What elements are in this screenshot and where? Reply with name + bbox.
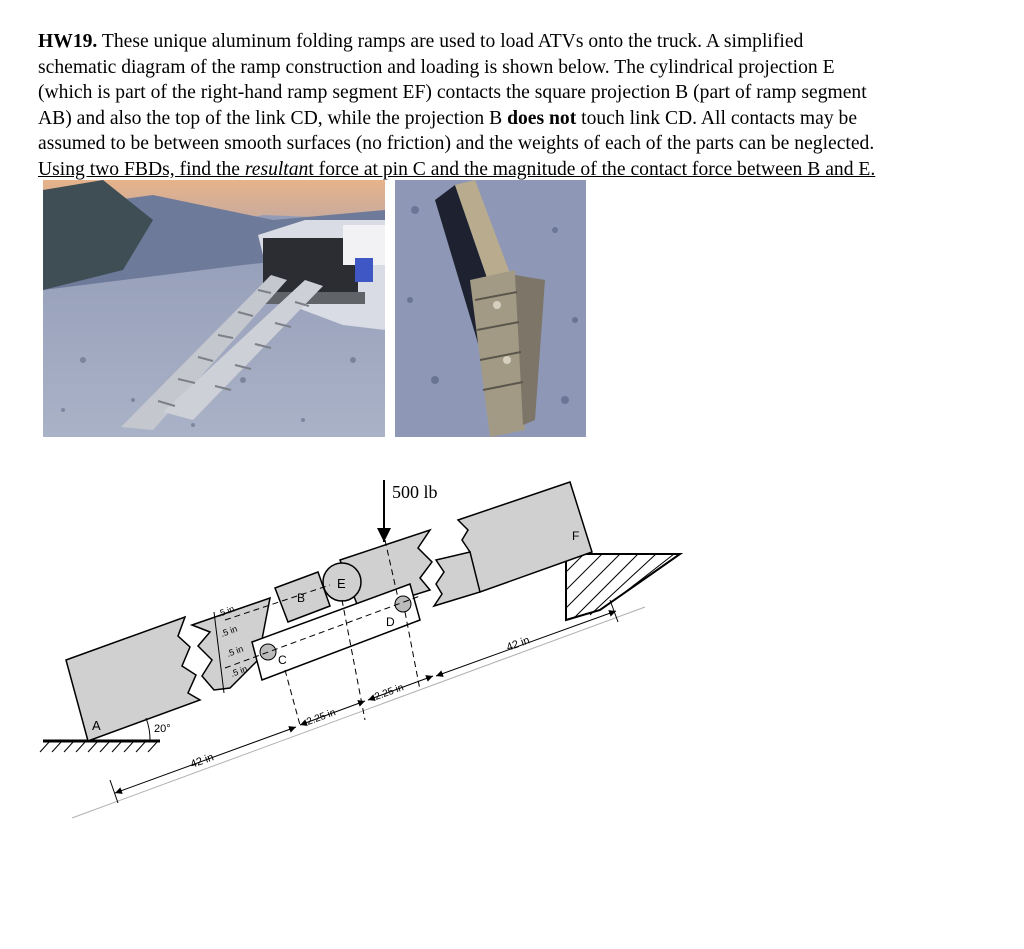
offset-label-2: .5 in [219,623,239,639]
problem-line-3: (which is part of the right-hand ramp segment EF) contacts the square projection B (part of ramp segment [38,82,867,104]
problem-text-6a: Using two FBDs, find the [38,158,240,180]
angle-label: 20° [154,723,171,735]
problem-line-4 [38,106,998,132]
dim-mid2-label: 2.25 in [373,682,406,703]
problem-line-5: assumed to be between smooth surfaces (no friction) and the weights of each of the parts can be neglected. [38,133,875,155]
offset-label-3: .5 in [225,643,245,659]
label-a: A [92,718,101,733]
load-label: 500 lb [392,482,438,502]
angle-arc [146,718,150,741]
problem-text-1: These unique aluminum folding ramps are used to load ATVs onto the truck. A simplified [101,31,804,52]
problem-line-6 [38,157,998,183]
truck-ledge [566,554,680,620]
vertical-dashed-c [285,670,300,725]
truck-ramps-photo [43,180,385,437]
problem-text-6b: t force at pin C and the magnitude of the contact force between B and E. [308,158,876,180]
ground-hatch-a [40,741,158,752]
emphasis-does-not: does not [507,107,577,129]
dim-right-label: 42 in [504,634,532,654]
problem-label: HW19. [38,31,98,52]
vertical-dashed-d [405,612,420,690]
ramp-schematic [0,455,1024,949]
label-c: C [278,653,287,667]
label-e: E [337,576,346,591]
ramp-segment-ab [66,617,200,741]
offset-label-4: .5 in [229,663,249,679]
offset-label-1: .5 in [216,603,236,619]
label-d: D [386,615,395,629]
problem-text-4: AB) and also the top of the link CD, while the projection B [38,107,503,129]
ledge-hatch [566,554,674,617]
problem-line-2: schematic diagram of the ramp construction and loading is shown below. The cylindrical projection E [38,56,835,78]
label-b: B [297,591,306,605]
problem-statement [38,29,998,183]
emphasis-resultant: resultan [244,158,309,180]
dim-mid1-label: 2.25 in [305,707,338,728]
problem-line-1 [38,29,998,55]
folded-ramp-photo [395,180,586,437]
dim-left-label: 42 in [188,751,216,771]
label-f: F [572,529,580,543]
problem-text-4b: touch link CD. All contacts may be [581,107,858,129]
